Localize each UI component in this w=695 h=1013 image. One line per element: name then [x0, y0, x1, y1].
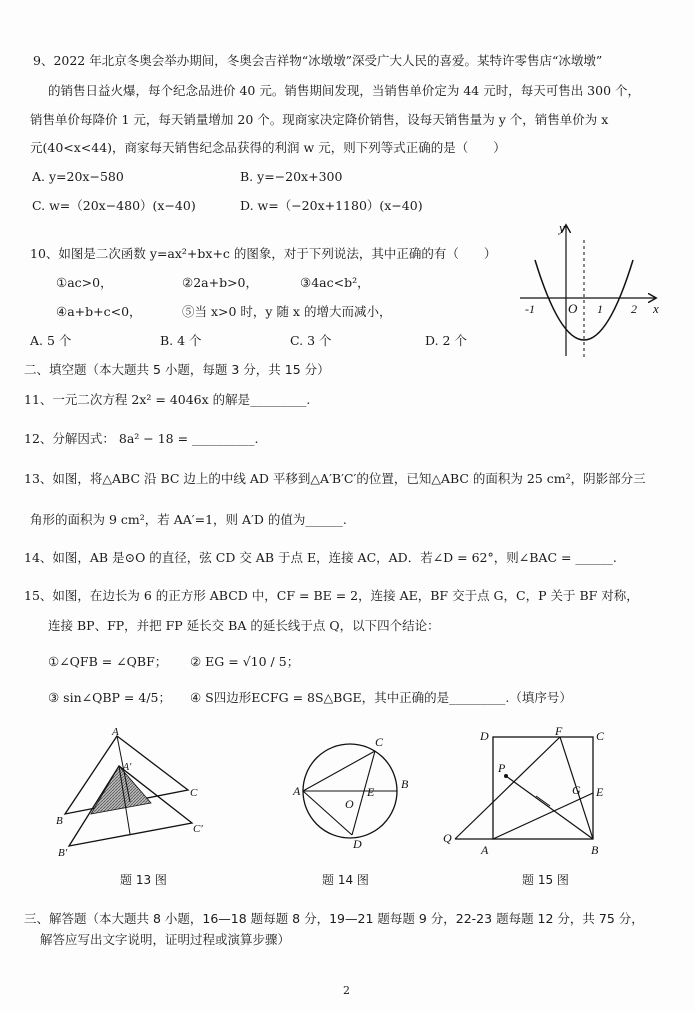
- fig15-label-e: E: [596, 785, 604, 799]
- figure-15: [440, 724, 610, 858]
- q9-line3: 销售单价每降价 1 元，每天销量增加 20 个。现商家决定降价销售，设每天销售量为 y 个，销售单价为 x: [30, 112, 609, 127]
- q9-option-d: D. w=（−20x+1180）(x−40): [240, 198, 423, 213]
- fig13-label-b: B: [56, 815, 63, 827]
- fig13-label-a-prime: A′: [123, 762, 132, 773]
- fig13-label-c: C: [190, 787, 198, 799]
- q9-line4: 元(40<x<44)，商家每天销售纪念品获得的利润 w 元，则下列等式正确的是（ ）: [30, 140, 506, 155]
- section3-heading-line1: 三、解答题（本大题共 8 小题，16—18 题每题 8 分，19—21 题每题 9 分，22-23 题每题 12 分，共 75 分，: [24, 911, 644, 926]
- graph-tick-2: 2: [631, 302, 637, 316]
- fig14-label-d: D: [353, 837, 362, 851]
- fig14-caption: 题 14 图: [322, 873, 369, 887]
- q9-line1: 9、2022 年北京冬奥会举办期间，冬奥会吉祥物“冰墩墩”深受广大人民的喜爱。某特许零售店“冰墩墩”: [33, 53, 603, 68]
- q10-item3: ③4ac<b²，: [300, 275, 370, 290]
- q12-text: 12、分解因式： 8a² − 18 = __________.: [24, 431, 259, 446]
- graph-x-label: x: [653, 301, 659, 316]
- q13-line1: 13、如图，将△ABC 沿 BC 边上的中线 AD 平移到△A′B′C′的位置，已知△ABC 的面积为 25 cm²，阴影部分三: [24, 471, 646, 486]
- fig13-caption: 题 13 图: [120, 873, 167, 887]
- graph-origin-label: O: [568, 301, 578, 316]
- page-number: 2: [343, 984, 350, 997]
- fig15-caption: 题 15 图: [522, 873, 569, 887]
- graph-tick-neg1: -1: [525, 302, 535, 316]
- fig14-label-c: C: [375, 735, 384, 749]
- figure-14: [290, 728, 420, 858]
- fig14-label-b: B: [401, 777, 409, 791]
- fig15-label-f: F: [555, 724, 563, 738]
- fig15-label-d: D: [480, 729, 489, 743]
- fig13-label-a: A: [112, 726, 119, 738]
- q9-option-a: A. y=20x−580: [32, 169, 124, 184]
- fig14-label-o: O: [345, 797, 354, 811]
- q9-line2: 的销售日益火爆，每个纪念品进价 40 元。销售期间发现，当销售单价定为 44 元时，每天可售出 300 个，: [48, 83, 641, 98]
- fig15-label-q: Q: [443, 831, 452, 845]
- graph-tick-1: 1: [597, 302, 603, 316]
- fig15-label-p: P: [498, 761, 506, 775]
- section2-heading: 二、填空题（本大题共 5 小题，每题 3 分，共 15 分）: [24, 362, 330, 377]
- q10-option-c: C. 3 个: [290, 333, 332, 348]
- q10-line1: 10、如图是二次函数 y=ax²+bx+c 的图象，对于下列说法，其中正确的有（ ）: [30, 246, 497, 261]
- q15-conclusion4: ④ S四边形ECFG = 8S△BGE，其中正确的是_________.（填序号）: [190, 690, 572, 705]
- fig15-label-a: A: [481, 843, 489, 857]
- parabola-graph: [515, 220, 665, 360]
- q10-option-b: B. 4 个: [160, 333, 202, 348]
- fig15-label-g: G: [572, 783, 581, 797]
- fig15-label-c: C: [596, 729, 605, 743]
- fig14-label-a: A: [293, 784, 301, 798]
- q15-line2: 连接 BP、FP，并把 FP 延长交 BA 的延长线于点 Q，以下四个结论：: [48, 618, 440, 633]
- q15-conclusion1: ①∠QFB = ∠QBF；: [48, 654, 168, 669]
- q14-text: 14、如图，AB 是⊙O 的直径，弦 CD 交 AB 于点 E，连接 AC，AD．若∠D = 62°，则∠BAC = ______.: [24, 550, 617, 565]
- fig13-label-c-prime: C′: [193, 823, 203, 835]
- q11-text: 11、一元二次方程 2x² = 4046x 的解是_________.: [24, 392, 311, 407]
- q9-option-b: B. y=−20x+300: [240, 169, 343, 184]
- fig14-label-e: E: [367, 785, 375, 799]
- q9-option-c: C. w=（20x−480）(x−40): [32, 198, 196, 213]
- q10-item2: ②2a+b>0，: [182, 275, 259, 290]
- q15-conclusion2: ② EG = √10 / 5；: [190, 654, 300, 669]
- q10-item5: ⑤当 x>0 时，y 随 x 的增大而减小，: [182, 304, 392, 319]
- q13-line2: 角形的面积为 9 cm²，若 AA′=1，则 A′D 的值为______.: [30, 512, 347, 527]
- q15-conclusion3: ③ sin∠QBP = 4/5；: [48, 690, 171, 705]
- graph-y-label: y: [559, 220, 565, 235]
- q10-item4: ④a+b+c<0，: [56, 304, 142, 319]
- q10-option-d: D. 2 个: [425, 333, 467, 348]
- figure-13: [55, 728, 215, 858]
- section3-heading-line2: 解答应写出文字说明，证明过程或演算步骤）: [40, 932, 291, 947]
- fig13-label-b-prime: B′: [58, 847, 68, 859]
- q10-option-a: A. 5 个: [30, 333, 72, 348]
- q10-item1: ①ac>0，: [56, 275, 113, 290]
- fig15-label-b: B: [591, 843, 599, 857]
- q15-line1: 15、如图，在边长为 6 的正方形 ABCD 中，CF = BE = 2，连接 AE，BF 交于点 G，C，P 关于 BF 对称，: [24, 588, 639, 603]
